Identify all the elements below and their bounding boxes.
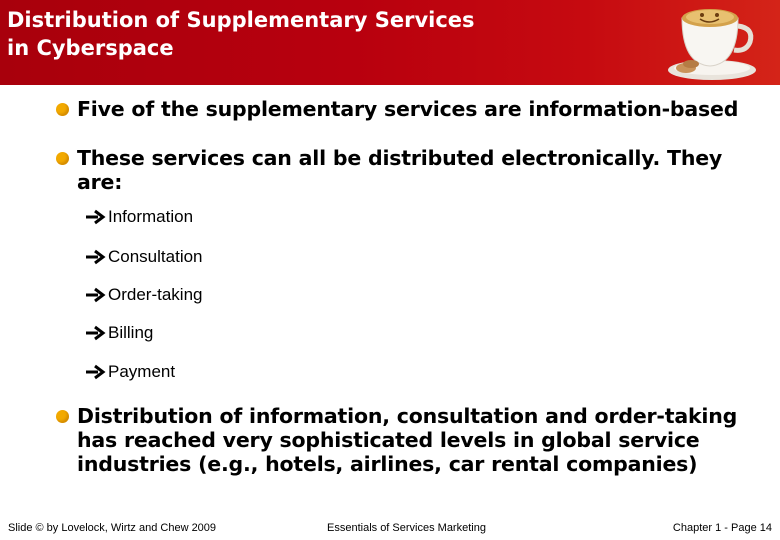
bullet-dot-icon — [56, 152, 69, 165]
footer-page-number: Chapter 1 - Page 14 — [672, 522, 772, 534]
bullet-line: has reached very sophisticated levels in global service — [77, 428, 700, 452]
bullet-item — [56, 404, 756, 476]
coffee-cup-icon — [664, 0, 760, 82]
arrow-right-icon — [84, 287, 106, 303]
bullet-item — [56, 97, 756, 121]
sub-item-payment — [84, 362, 175, 382]
bullet-text — [77, 146, 756, 194]
bullet-line: Five of the supplementary services are information-based — [77, 97, 739, 121]
bullet-line: are: — [77, 170, 123, 194]
sub-item-label: Information — [108, 207, 194, 226]
arrow-right-icon — [84, 249, 106, 265]
sub-item-label: Payment — [108, 362, 176, 381]
bullet-item — [56, 146, 756, 194]
slide-title-line-2: in Cyberspace — [7, 36, 174, 60]
arrow-right-icon — [84, 364, 106, 380]
bullet-dot-icon — [56, 410, 69, 423]
arrow-right-icon — [84, 209, 106, 225]
bullet-text — [77, 97, 756, 121]
sub-item-order-taking — [84, 285, 202, 305]
sub-item-label: Consultation — [108, 247, 203, 266]
slide-title — [7, 6, 475, 62]
bullet-line: Distribution of information, consultation and order-taking — [77, 404, 738, 428]
sub-item-label: Order-taking — [108, 285, 203, 304]
sub-item-billing — [84, 323, 153, 343]
arrow-right-icon — [84, 325, 106, 341]
bullet-dot-icon — [56, 103, 69, 116]
bullet-line: These services can all be distributed electronically. They — [77, 146, 723, 170]
footer-copyright: Slide © by Lovelock, Wirtz and Chew 2009 — [8, 522, 217, 534]
bullet-text — [77, 404, 756, 476]
sub-item-information — [84, 207, 193, 227]
sub-item-label: Billing — [108, 323, 154, 342]
footer-book-title: Essentials of Services Marketing — [327, 522, 486, 534]
slide-title-line-1: Distribution of Supplementary Services — [7, 8, 475, 32]
sub-item-consultation — [84, 247, 203, 267]
bullet-line: industries (e.g., hotels, airlines, car rental companies) — [77, 452, 698, 476]
